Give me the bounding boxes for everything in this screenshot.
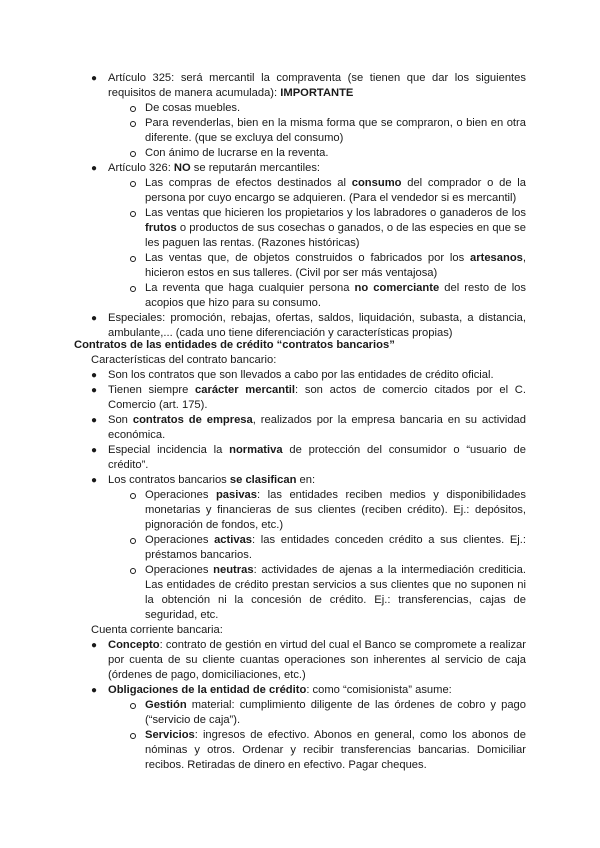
cuenta-obligaciones: Obligaciones de la entidad de crédito: como “comisionista” asume:	[108, 684, 452, 696]
bullet-circle	[130, 181, 136, 187]
subheading-cuenta-corriente: Cuenta corriente bancaria:	[91, 624, 223, 636]
art326-sub2-line2: frutos o productos de sus cosechas o ganados, o de las especies en que se	[145, 222, 526, 234]
cuenta-concepto-line2: por cuenta de su cliente cuantas operaciones son inherentes al servicio de caja	[108, 654, 526, 666]
art326-sub1-line2: persona por cuyo encargo se adquieren. (Para el vendedor si es mercantil)	[145, 192, 517, 204]
section-heading: Contratos de las entidades de crédito “contratos bancarios”	[74, 339, 395, 351]
art326-line1: Artículo 326: NO se reputarán mercantiles:	[108, 162, 321, 174]
subheading-caracteristicas: Características del contrato bancario:	[91, 354, 277, 366]
gestion-line1: Gestión material: cumplimiento diligente de las órdenes de cobro y pago	[145, 699, 526, 711]
bullet-dot: ●	[91, 370, 98, 381]
contratos-b2-line1: Tienen siempre carácter mercantil: son actos de comercio citados por el C.	[108, 384, 526, 396]
art325-line2: requisitos de manera acumulada): IMPORTANTE	[108, 87, 354, 99]
gestion-line2: (“servicio de caja”).	[145, 714, 241, 726]
contratos-b4-line2: crédito”.	[108, 459, 149, 471]
art326-sub3-line2: hicieron estos en sus talleres. (Civil por ser más ventajosa)	[145, 267, 438, 279]
bullet-dot: ●	[91, 163, 98, 174]
operaciones-pasivas-line1: Operaciones pasivas: las entidades reciben medios y disponibilidades	[145, 489, 526, 501]
bullet-circle	[130, 211, 136, 217]
operaciones-neutras-line4: seguridad, etc.	[145, 609, 219, 621]
art325-sub3: Con ánimo de lucrarse en la reventa.	[145, 147, 329, 159]
art326-sub2-line1: Las ventas que hicieren los propietarios y los labradores o ganaderos de los	[145, 207, 526, 219]
contratos-b2-line2: Comercio (art. 175).	[108, 399, 208, 411]
operaciones-neutras-line1: Operaciones neutras: actividades de ajenas a la intermediación crediticia.	[145, 564, 527, 576]
bullet-circle	[130, 703, 136, 709]
servicios-line2: nóminas y otros. Ordenar y recibir transferencias bancarias. Domiciliar	[145, 744, 526, 756]
bullet-dot: ●	[91, 685, 98, 696]
operaciones-neutras-line3: la obtención ni la concesión de crédito. Ej.: transferencias, cajas de	[145, 594, 526, 606]
art325-sub2-line1: Para revenderlas, bien en la misma forma que se compraron, o bien en otra	[145, 117, 526, 129]
especiales-line2: ambulante,... (cada uno tiene diferenciación y características propias)	[108, 327, 453, 339]
especiales-line1: Especiales: promoción, rebajas, ofertas, saldos, liquidación, subasta, a distancia,	[108, 312, 526, 324]
art325-line1: Artículo 325: será mercantil la compraventa (se tienen que dar los siguientes	[108, 72, 526, 84]
bullet-circle	[130, 538, 136, 544]
bullet-circle	[130, 568, 136, 574]
contratos-b4-line1: Especial incidencia la normativa de protección del consumidor o “usuario de	[108, 444, 526, 456]
art326-sub4-line1: La reventa que haga cualquier persona no comerciante del resto de los	[145, 282, 526, 294]
art325-sub2-line2: diferente. (que se excluya del consumo)	[145, 132, 344, 144]
servicios-line1: Servicios: ingresos de efectivo. Abonos en general, como los abonos de	[145, 729, 526, 741]
bullet-circle	[130, 733, 136, 739]
bullet-dot: ●	[91, 640, 98, 651]
contratos-b5: Los contratos bancarios se clasifican en:	[108, 474, 316, 486]
bullet-circle	[130, 106, 136, 112]
bullet-circle	[130, 493, 136, 499]
bullet-circle	[130, 286, 136, 292]
contratos-b1: Son los contratos que son llevados a cabo por las entidades de crédito oficial.	[108, 369, 494, 381]
operaciones-neutras-line2: Las entidades de crédito prestan servicios a sus clientes que no suponen ni	[145, 579, 526, 591]
operaciones-pasivas-line3: pignoración de fondos, etc.)	[145, 519, 284, 531]
bullet-circle	[130, 256, 136, 262]
cuenta-concepto-line3: (órdenes de pago, domiciliaciones, etc.)	[108, 669, 306, 681]
bullet-circle	[130, 151, 136, 157]
art326-sub3-line1: Las ventas que, de objetos construidos o fabricados por los artesanos,	[145, 252, 526, 264]
bullet-dot: ●	[91, 385, 98, 396]
operaciones-activas-line1: Operaciones activas: las entidades conceden crédito a sus clientes. Ej.:	[145, 534, 526, 546]
bullet-dot: ●	[91, 445, 98, 456]
bullet-circle	[130, 121, 136, 127]
cuenta-concepto-line1: Concepto: contrato de gestión en virtud del cual el Banco se compromete a realizar	[108, 639, 526, 651]
operaciones-activas-line2: préstamos bancarios.	[145, 549, 252, 561]
bullet-dot: ●	[91, 73, 98, 84]
bullet-dot: ●	[91, 313, 98, 324]
art325-sub1: De cosas muebles.	[145, 102, 241, 114]
art326-sub2-line3: les paguen las rentas. (Razones históricas)	[145, 237, 360, 249]
operaciones-pasivas-line2: monetarias y financieras de sus clientes (reciben crédito). Ej.: depósitos,	[145, 504, 526, 516]
contratos-b3-line1: Son contratos de empresa, realizados por la empresa bancaria en su actividad	[108, 414, 526, 426]
servicios-line3: recibos. Retiradas de dinero en efectivo. Pagar cheques.	[145, 759, 427, 771]
bullet-dot: ●	[91, 415, 98, 426]
art326-sub4-line2: acopios que hizo para su consumo.	[145, 297, 322, 309]
contratos-b3-line2: económica.	[108, 429, 166, 441]
art326-sub1-line1: Las compras de efectos destinados al consumo del comprador o de la	[145, 177, 526, 189]
bullet-dot: ●	[91, 475, 98, 486]
